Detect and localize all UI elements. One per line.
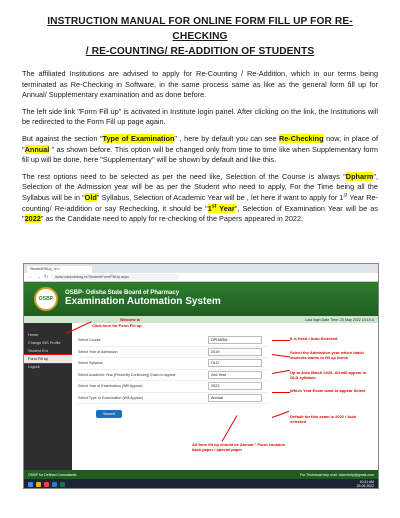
note-admission: Select the Admission year which batch students wants to fill up forms bbox=[290, 350, 364, 360]
p3-text-3: now, in place of " bbox=[22, 133, 378, 154]
windows-taskbar bbox=[24, 479, 378, 489]
paragraph-1: The affiliated Institutions are advised to apply for Re-Counting / Re-Addition, which in our terms being terminated as Re-Checking in Software, in the same process same as like as the general form fill up for Annual/ Supplementary examination and as done before. bbox=[22, 69, 378, 100]
paragraph-2: The left side link "Form Fill up" is activated in Institute login panel. After clicking on the link, the Institutions will be redirected to the Form Fill up page again. bbox=[22, 106, 378, 127]
sidebar-item-student-enr[interactable]: Student Enr bbox=[28, 349, 49, 353]
search-button[interactable]: Search bbox=[96, 410, 122, 418]
form-row-admission bbox=[78, 347, 268, 359]
select-syllabus[interactable]: OLD bbox=[208, 359, 262, 367]
p3-text-1: But against the section " bbox=[22, 133, 103, 143]
hl-1st-num: 1 bbox=[207, 203, 212, 213]
site-footer bbox=[24, 470, 378, 479]
label-syllabus: Select Syllabus bbox=[78, 361, 103, 366]
note-exam-type: All form fill up should be Annual " Form contains back paper / special paper bbox=[192, 442, 286, 452]
hl-1st-year: Year bbox=[216, 203, 235, 213]
arrow-course bbox=[272, 340, 290, 341]
label-admission-year: Select Year of Admission bbox=[78, 349, 118, 354]
forward-arrow-icon[interactable]: → bbox=[36, 274, 41, 280]
highlight-re-checking: Re-Checking bbox=[278, 133, 324, 143]
folder-icon[interactable] bbox=[36, 482, 41, 487]
select-academic-year[interactable]: 2nd Year bbox=[208, 371, 262, 379]
select-admission-year[interactable]: 2019 bbox=[208, 348, 262, 356]
form-row-course bbox=[78, 335, 268, 347]
p4-text-2: ", Selection of the Admission year will be as per the Student who need to apply, For the Time being all the Syllabus will be in " bbox=[22, 171, 378, 202]
p4-text-6: " as the Candidate need to apply for re-checking of the Papers appeared in 2022. bbox=[40, 214, 304, 224]
arrow-exam-year bbox=[272, 392, 290, 393]
hl-1st-sup: st bbox=[211, 203, 217, 210]
form-row-syllabus bbox=[78, 358, 268, 370]
p4-text-1: The rest options need to be selected as per the need like, Selection of the Course is always " bbox=[22, 171, 346, 181]
clock-date: 25-05-2022 bbox=[356, 484, 374, 488]
chrome-icon[interactable] bbox=[44, 482, 49, 487]
select-exam-year[interactable]: 2022 bbox=[208, 382, 262, 390]
sidebar-item-logout[interactable]: Logout bbox=[28, 365, 40, 369]
excel-icon[interactable] bbox=[60, 482, 65, 487]
highlight-annual: Annual bbox=[24, 144, 50, 154]
note-course: It is fixed / Auto Selected bbox=[290, 336, 338, 341]
header-org-name: OSBP- Odisha State Board of Pharmacy bbox=[65, 290, 180, 296]
header-system-name: Examination Automation System bbox=[65, 296, 221, 307]
arrow-syllabus bbox=[272, 370, 290, 374]
osbp-logo-icon: OSBP bbox=[34, 287, 58, 311]
manual-page bbox=[22, 14, 378, 225]
sidebar-item-change-profile[interactable]: Change INS Profile bbox=[28, 341, 61, 345]
footer-right[interactable]: For Technical help mail: disechelp@gmail.com bbox=[300, 472, 374, 477]
browser-tab[interactable]: StudentFillUp_m × bbox=[27, 266, 92, 273]
title-line-1: INSTRUCTION MANUAL FOR ONLINE FORM FILL UP FOR RE-CHECKING bbox=[47, 16, 353, 42]
page-body bbox=[24, 323, 378, 470]
label-academic-year: Select Academic Year (Presently Continuing) Exam to appear bbox=[78, 372, 176, 377]
url-field[interactable]: www.osbpdotorg.in/StudentFormFillUp.aspx bbox=[51, 274, 179, 280]
select-course[interactable]: DPHARM bbox=[208, 336, 262, 344]
form-area bbox=[72, 323, 378, 470]
note-default: Default for this exam is 2022 / Auto selected bbox=[290, 414, 357, 424]
form-row-exam-year bbox=[78, 381, 268, 393]
select-exam-type[interactable]: Annual bbox=[208, 394, 262, 402]
note-click-here: Click here for Form Fill up bbox=[92, 323, 142, 328]
p4-text-5: ", Selection of Examination Year will be as " bbox=[22, 203, 378, 224]
highlight-1st-year bbox=[208, 204, 235, 213]
paragraph-3 bbox=[22, 134, 378, 166]
p3-text-4: " as shown before. This option will be changed only from time to time like when Supplementary form fill up will be done, here "Supplementary" will be shown by default and like this. bbox=[22, 144, 378, 165]
highlight-dpharm: Dpharm bbox=[345, 171, 374, 181]
page-title bbox=[22, 14, 378, 59]
form-row-academic-year bbox=[78, 370, 268, 382]
highlight-type-of-examination: Type of Examination bbox=[102, 133, 175, 143]
arrow-admission bbox=[272, 354, 290, 357]
label-exam-type: Select Type of Examination (Will Appear) bbox=[78, 395, 144, 400]
p4-text-3: " Syllabus, Selection of Academic Year will be , let here if want to apply for 1 bbox=[96, 192, 344, 202]
last-login: Last login Date Time: 25 May 2022 10:19 A bbox=[305, 317, 374, 322]
word-icon[interactable] bbox=[52, 482, 57, 487]
title-line-2: / RE-COUNTING/ RE-ADDITION OF STUDENTS bbox=[85, 46, 315, 57]
taskbar-clock bbox=[357, 480, 374, 488]
note-exam-year: Which Year Exam want to appear Select bbox=[290, 388, 366, 393]
footer-left: OSBP for Defined Consultants bbox=[28, 472, 77, 477]
welcome-bar bbox=[24, 316, 378, 323]
embedded-screenshot bbox=[23, 263, 379, 489]
highlight-old: Old bbox=[84, 192, 97, 202]
paragraph-4 bbox=[22, 172, 378, 225]
arrow-default bbox=[272, 411, 289, 418]
label-exam-year: Select Year of Examination (Will Appear) bbox=[78, 384, 143, 389]
note-syllabus: Up to Adm Batch 2020- All will appear in OLD syllabus bbox=[290, 370, 367, 380]
site-header bbox=[24, 282, 378, 316]
arrow-exam-type bbox=[222, 415, 238, 441]
back-arrow-icon[interactable]: ← bbox=[28, 274, 33, 280]
sidebar bbox=[24, 323, 72, 470]
header-text bbox=[65, 290, 221, 308]
welcome-text: Welcome to bbox=[120, 317, 141, 322]
p4-sup-1: st bbox=[343, 192, 348, 199]
p3-text-2: " , here by default you can see bbox=[174, 133, 279, 143]
form-row-exam-type bbox=[78, 393, 268, 405]
clock-time: 10:41 AM bbox=[359, 480, 374, 484]
p4-text-4: Year Re-counting/ Re-addition or say Rechecking, it should be " bbox=[22, 192, 378, 213]
reload-icon[interactable]: ↻ bbox=[44, 274, 49, 280]
sidebar-item-form-fill-up[interactable]: Form Fill up bbox=[24, 355, 72, 363]
address-bar bbox=[24, 273, 378, 282]
label-course: Select Course bbox=[78, 338, 101, 343]
start-icon[interactable] bbox=[28, 482, 33, 487]
sidebar-item-home[interactable]: Home bbox=[28, 333, 39, 337]
highlight-2022: 2022 bbox=[24, 214, 41, 224]
taskbar-icons bbox=[28, 482, 65, 487]
browser-tab-bar bbox=[24, 264, 378, 273]
